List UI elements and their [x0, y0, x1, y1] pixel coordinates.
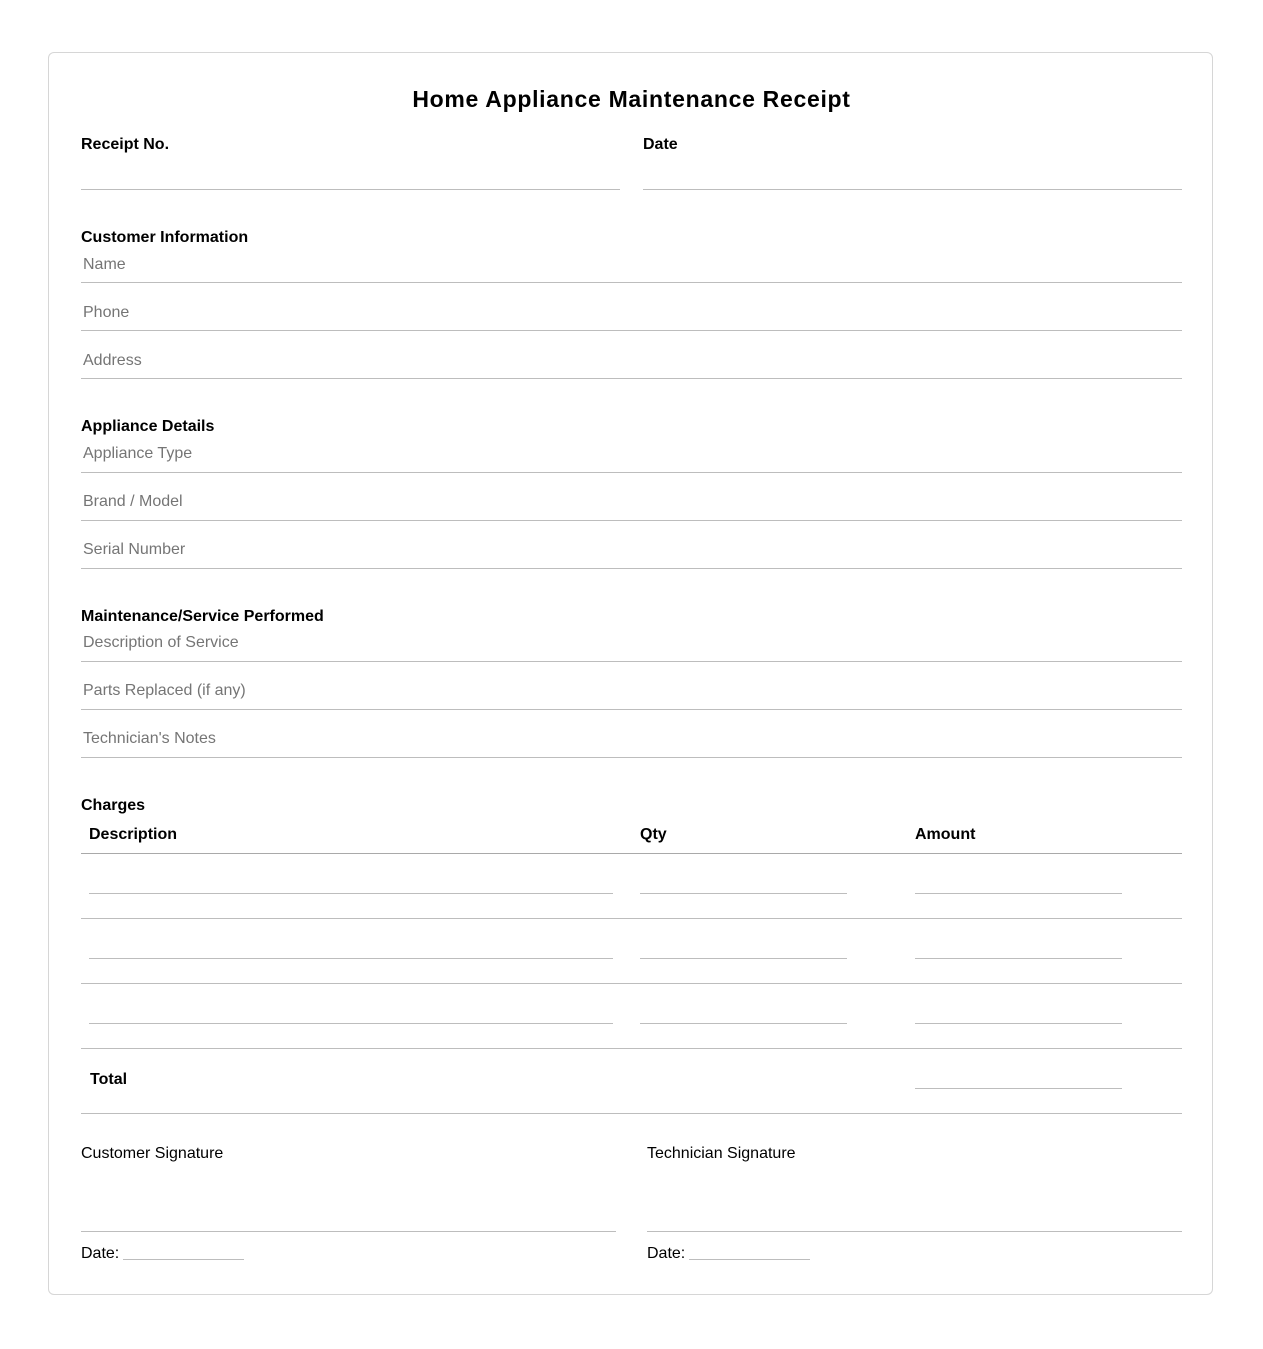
charges-col-qty: Qty — [640, 826, 667, 843]
service-description-field[interactable] — [81, 631, 1182, 662]
customer-info-heading: Customer Information — [81, 229, 249, 246]
brand-model-field[interactable] — [81, 490, 1182, 521]
customer-date-label: Date: — [81, 1245, 120, 1262]
charge-qty-input[interactable] — [640, 933, 847, 959]
total-label: Total — [90, 1071, 128, 1088]
total-amount-input[interactable] — [915, 1063, 1122, 1089]
row-divider — [81, 918, 1182, 919]
date-label: Date — [643, 136, 678, 153]
receipt-title: Home Appliance Maintenance Receipt — [412, 86, 851, 112]
row-divider — [81, 983, 1182, 984]
charge-qty-input[interactable] — [640, 868, 847, 894]
receipt-no-label: Receipt No. — [81, 136, 170, 153]
date-field[interactable] — [643, 160, 1182, 190]
charges-col-amount: Amount — [915, 826, 976, 843]
technician-date-field[interactable] — [689, 1244, 810, 1260]
charge-qty-input[interactable] — [640, 998, 847, 1024]
technician-signature-field[interactable] — [647, 1172, 1182, 1232]
appliance-details-heading: Appliance Details — [81, 418, 215, 435]
charges-heading: Charges — [81, 797, 146, 814]
receipt-no-field[interactable] — [81, 160, 620, 190]
charge-description-input[interactable] — [89, 933, 613, 959]
parts-replaced-field[interactable] — [81, 679, 1182, 710]
customer-address-field[interactable] — [81, 349, 1182, 379]
customer-phone-field[interactable] — [81, 301, 1182, 331]
row-divider — [81, 1048, 1182, 1049]
technician-notes-field[interactable] — [81, 727, 1182, 758]
charge-description-input[interactable] — [89, 868, 613, 894]
charge-amount-input[interactable] — [915, 998, 1122, 1024]
customer-signature-field[interactable] — [81, 1172, 616, 1232]
charges-col-description: Description — [89, 826, 178, 843]
customer-signature-label: Customer Signature — [81, 1145, 224, 1162]
charge-description-input[interactable] — [89, 998, 613, 1024]
appliance-type-field[interactable] — [81, 442, 1182, 473]
charge-amount-input[interactable] — [915, 933, 1122, 959]
technician-date-label: Date: — [647, 1245, 686, 1262]
customer-name-field[interactable] — [81, 253, 1182, 283]
technician-signature-label: Technician Signature — [647, 1145, 796, 1162]
serial-number-field[interactable] — [81, 538, 1182, 569]
service-heading: Maintenance/Service Performed — [81, 608, 324, 625]
charges-header-divider — [81, 853, 1182, 854]
customer-date-field[interactable] — [123, 1244, 244, 1260]
charge-amount-input[interactable] — [915, 868, 1122, 894]
total-divider — [81, 1113, 1182, 1114]
